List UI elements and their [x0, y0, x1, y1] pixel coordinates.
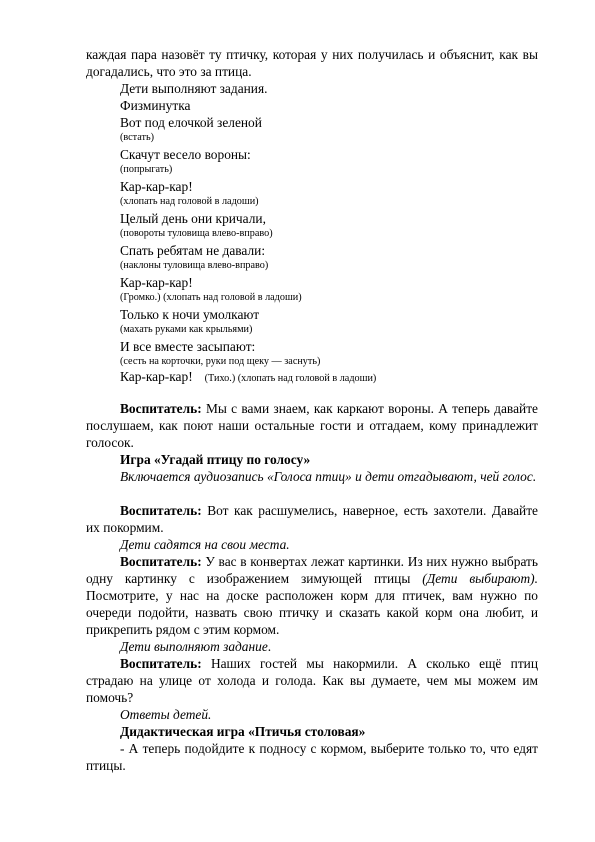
teacher-italic-3: (Дети выбирают). [422, 571, 538, 586]
teacher-paragraph-2 [86, 502, 538, 536]
game1-desc-text: Включается аудиозапись «Голоса птиц» и дети отгадывают, чей голос. [120, 469, 537, 484]
verse-note-2: (попрыгать) [120, 164, 173, 175]
sit-line [120, 536, 290, 553]
verse-note-5: (наклоны туловища влево-вправо) [120, 260, 269, 271]
verse-text-9: Кар-кар-кар! [120, 369, 193, 384]
teacher-paragraph-1 [86, 400, 538, 451]
done-period: . [267, 639, 272, 654]
game1-title [120, 451, 310, 468]
verse-note-7: (махать руками как крыльями) [120, 324, 253, 335]
teacher-text-1: Мы с вами знаем, как каркают вороны. А теперь давайте послушаем, как поют наши остальные гости и отгадаем, кому принадлежит голосок. [86, 401, 538, 450]
verse-line-9 [120, 368, 376, 387]
teacher-text-3a: У вас в конвертах лежат картинки. Из них нужно выбрать одну картинку с изображением зимующей птицы [86, 554, 538, 586]
answers-line [120, 706, 211, 723]
verse-line-7: Только к ночи умолкают [120, 307, 260, 322]
done-text: Дети выполняют задание [120, 639, 268, 654]
teacher-label: Воспитатель: [120, 554, 202, 569]
verse-line-5: Спать ребятам не давали: [120, 243, 266, 258]
teacher-label: Воспитатель: [120, 503, 202, 518]
verse-note-3: (хлопать над головой в ладоши) [120, 196, 259, 207]
teacher-text-2: Вот как расшумелись, наверное, есть захотели. Давайте их покормим. [86, 503, 538, 535]
verse-line-2: Скачут весело вороны: [120, 147, 251, 162]
final-paragraph: - А теперь подойдите к подносу с кормом, выберите только то, что едят птицы. [86, 741, 538, 773]
teacher-paragraph-4 [86, 655, 538, 706]
verse-line-1: Вот под елочкой зеленой [120, 115, 262, 130]
teacher-label: Воспитатель: [120, 401, 202, 416]
verse-line-4: Целый день они кричали, [120, 211, 266, 226]
game1-title-text: Игра «Угадай птицу по голосу» [120, 452, 311, 467]
game2-title [120, 723, 365, 740]
tasks-line: Дети выполняют задания. [120, 81, 268, 96]
verse-note-6: (Громко.) (хлопать над головой в ладоши) [120, 292, 302, 303]
fizminutka-title: Физминутка [120, 98, 191, 113]
verse-note-1: (встать) [120, 132, 154, 143]
teacher-text-3b: Посмотрите, у нас на доске расположен корм для птичек, вам нужно по очереди подойти, назвать свою птичку и сказать какой корм она любит, и прикрепить рядом с этим кормом. [86, 588, 538, 637]
teacher-paragraph-3 [86, 553, 538, 638]
teacher-label: Воспитатель: [120, 656, 202, 671]
answers-text: Ответы детей. [120, 707, 212, 722]
verse-line-8: И все вместе засыпают: [120, 339, 256, 354]
verse-line-3: Кар-кар-кар! [120, 179, 193, 194]
verse-line-6: Кар-кар-кар! [120, 275, 193, 290]
teacher-text-4: Наших гостей мы накормили. А сколько ещё птиц страдаю на улице от холода и голода. Как вы думаете, чем мы можем им помочь? [86, 656, 538, 705]
intro-paragraph: каждая пара назовёт ту птичку, которая у них получилась и объяснит, как вы догадались, что это за птица. [86, 47, 538, 79]
verse-note-9: (Тихо.) (хлопать над головой в ладоши) [204, 373, 377, 384]
verse-note-4: (повороты туловища влево-вправо) [120, 228, 273, 239]
done-line [120, 638, 271, 655]
game1-description [86, 468, 538, 485]
sit-text: Дети садятся на свои места. [120, 537, 290, 552]
game2-title-text: Дидактическая игра «Птичья столовая» [120, 724, 366, 739]
verse-note-8: (сесть на корточки, руки под щеку — заснуть) [120, 356, 321, 367]
